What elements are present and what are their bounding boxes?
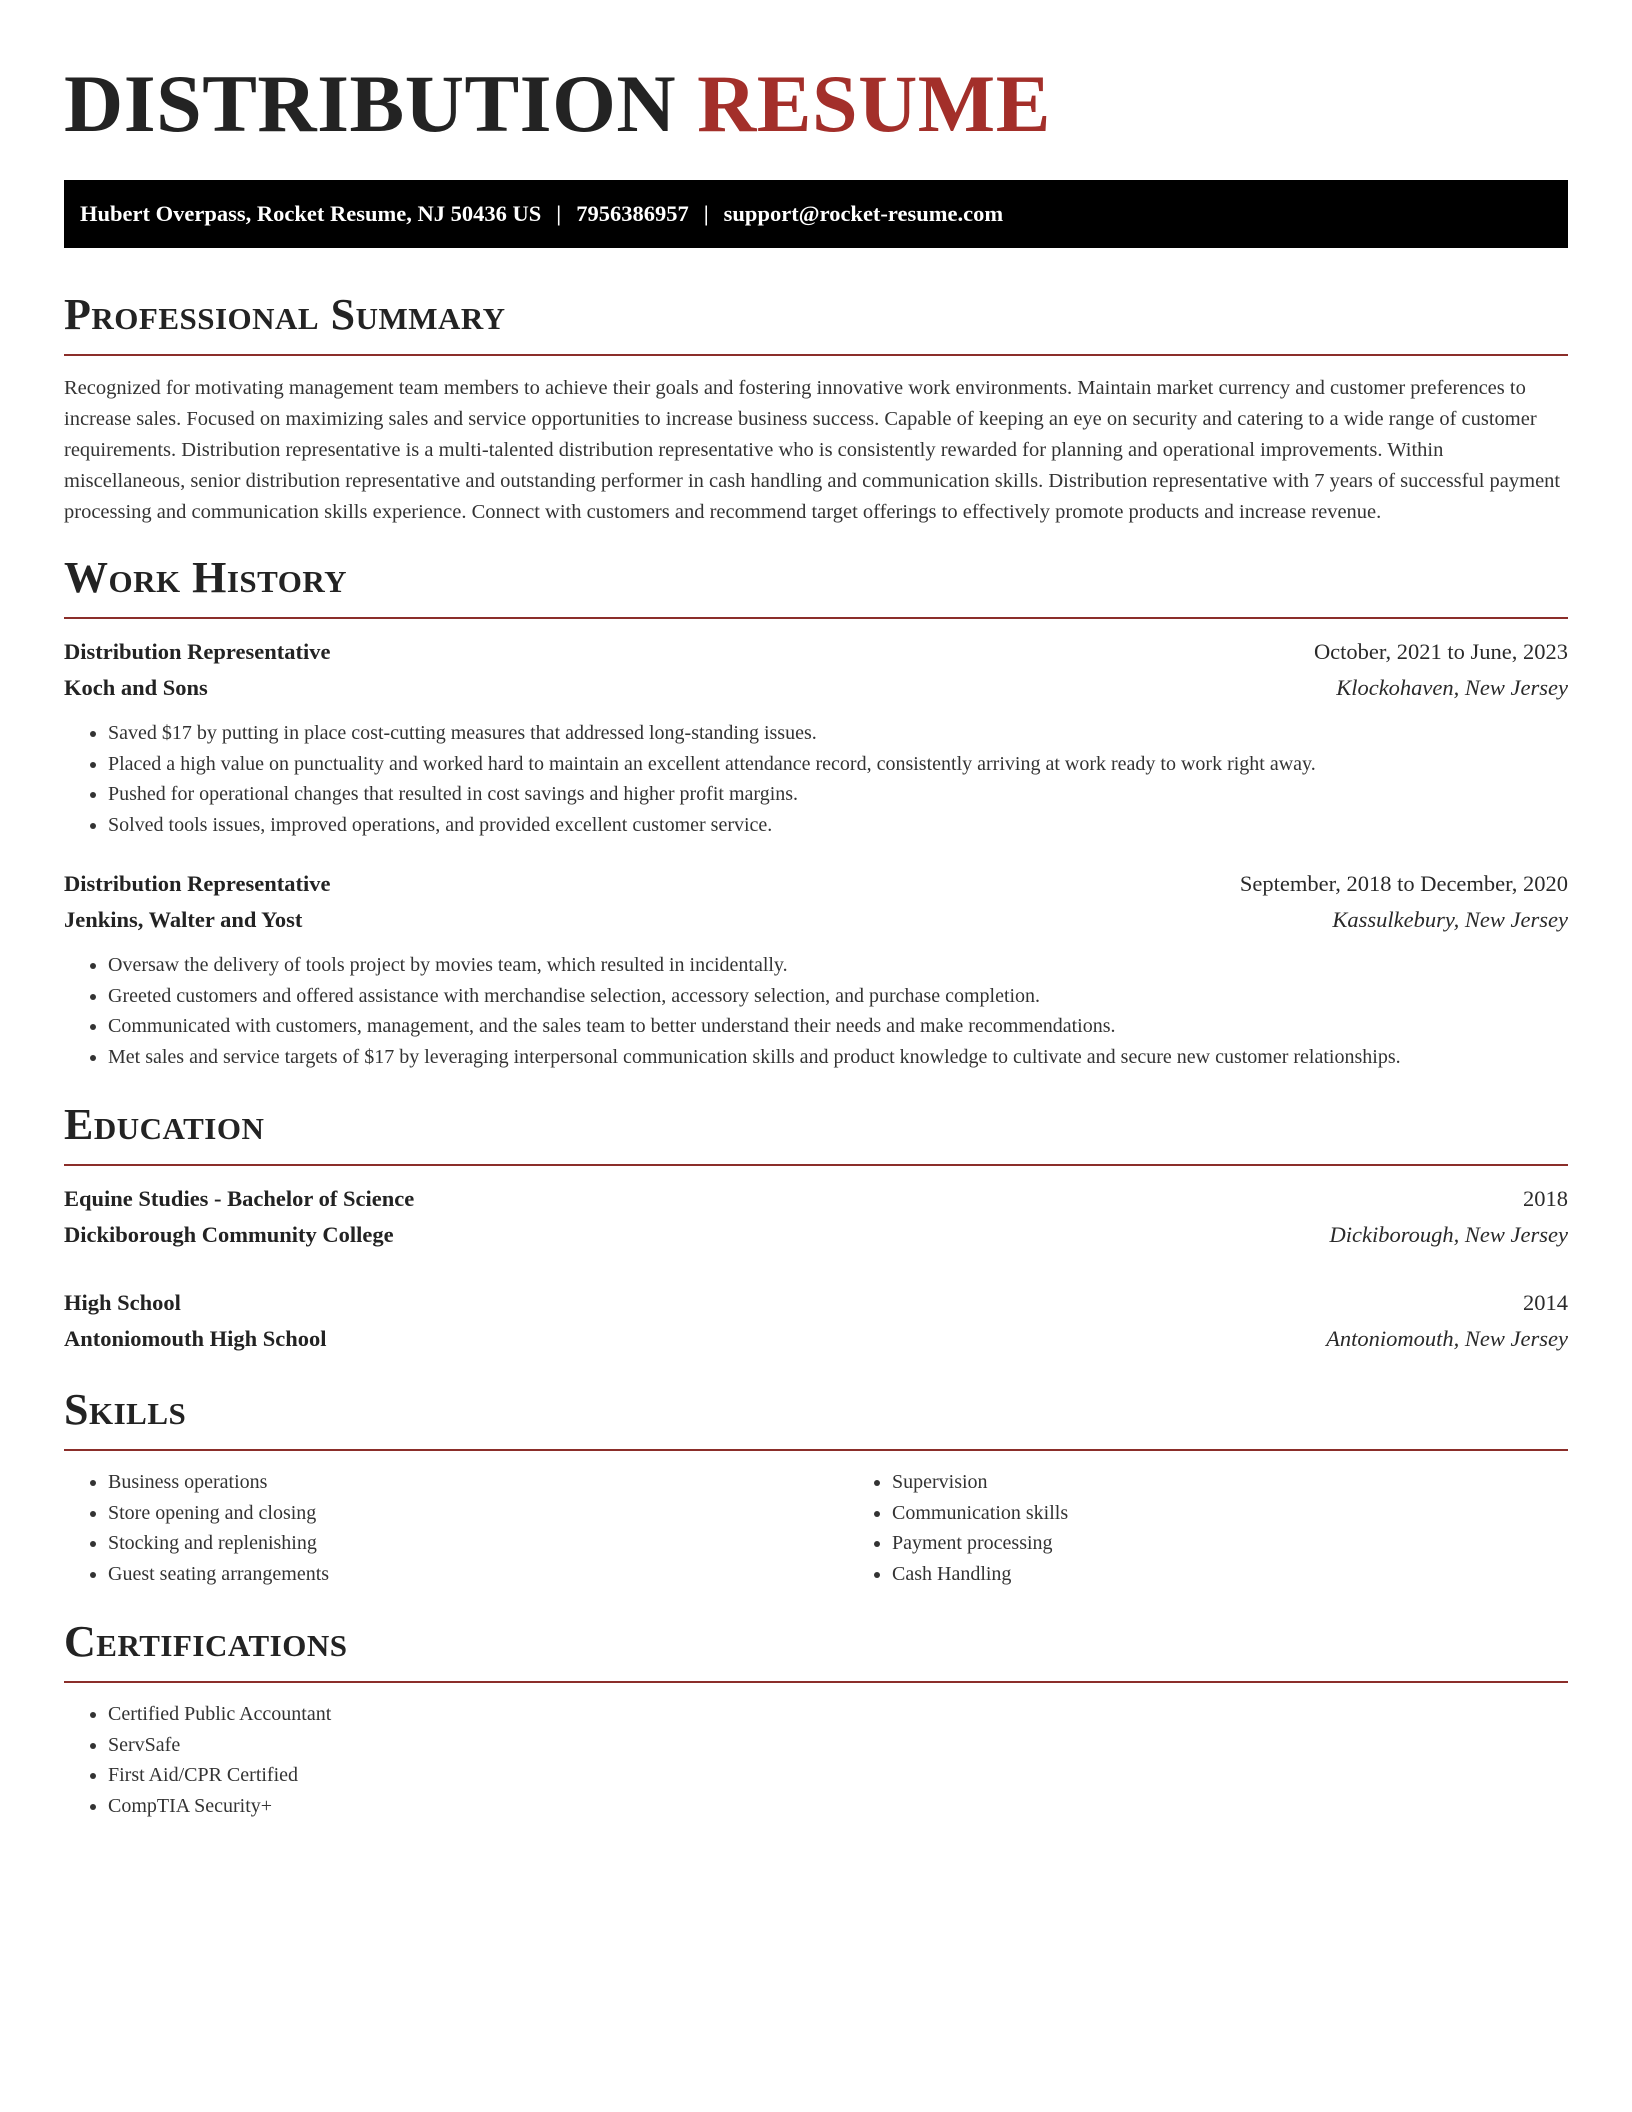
education-heading: Education <box>64 1100 265 1149</box>
education-school: Dickiborough Community College <box>64 1222 394 1247</box>
education-section <box>64 1100 1568 1357</box>
job-dates: October, 2021 to June, 2023 <box>1313 639 1568 664</box>
skill-item: • Supervision <box>892 1467 1632 1498</box>
job-bullets <box>64 950 1568 1072</box>
job-bullets <box>64 718 1568 840</box>
contact-separator: | <box>556 201 562 226</box>
contact-address: Hubert Overpass, Rocket Resume, NJ 50436 US <box>80 201 542 226</box>
education-entry <box>64 1285 1568 1357</box>
work-history-section <box>64 553 1568 1072</box>
education-entry <box>64 1181 1568 1253</box>
resume-title <box>64 58 1568 150</box>
work-history-heading: Work History <box>64 553 348 602</box>
section-divider <box>64 617 1568 619</box>
summary-heading: Professional Summary <box>64 290 506 339</box>
skills-columns <box>64 1467 1568 1589</box>
skills-section <box>64 1385 1568 1589</box>
job-header-row <box>64 866 1568 902</box>
job-bullet: • Oversaw the delivery of tools project by movies team, which resulted in incidentally. <box>108 950 1568 981</box>
education-school-row <box>64 1321 1568 1357</box>
summary-text: Recognized for motivating management team members to achieve their goals and fostering innovative work environments. Maintain market currency and customer preferences to increase sales. Focused on maximizing sales and service opportunities to increase business success. Capable of keeping an eye on security and catering to a wide range of customer requirements. Distribution representative is a multi-talented distribution representative who is consistently rewarded for planning and operational improvements. Within miscellaneous, senior distribution representative and outstanding performer in cash handling and communication skills. Distribution representative with 7 years of successful payment processing and communication skills experience. Connect with customers and recommend target offerings to effectively promote products and increase revenue. <box>64 377 1561 523</box>
job-location: Klockohaven, New Jersey <box>1336 675 1568 700</box>
title-accent: RESUME <box>697 58 1051 149</box>
job-dates: September, 2018 to December, 2020 <box>1239 871 1568 896</box>
section-divider <box>64 354 1568 356</box>
skills-heading: Skills <box>64 1385 187 1434</box>
skills-list-left <box>64 1467 848 1589</box>
job-bullet: • Greeted customers and offered assistance with merchandise selection, accessory selection, and purchase completion. <box>108 981 1568 1012</box>
contact-phone: 7956386957 <box>576 201 689 226</box>
skill-item: • Cash Handling <box>892 1559 1632 1590</box>
education-header-row <box>64 1181 1568 1217</box>
contact-separator: | <box>703 201 709 226</box>
job-company: Jenkins, Walter and Yost <box>64 907 303 932</box>
job-title: Distribution Representative <box>64 639 331 664</box>
summary-section <box>64 290 1568 528</box>
job-bullet: • Pushed for operational changes that resulted in cost savings and higher profit margins. <box>108 779 1568 810</box>
certification-item: • CompTIA Security+ <box>108 1791 1568 1822</box>
education-degree: Equine Studies - Bachelor of Science <box>64 1186 415 1211</box>
job-company: Koch and Sons <box>64 675 208 700</box>
certification-item: • First Aid/CPR Certified <box>108 1760 1568 1791</box>
job-location: Kassulkebury, New Jersey <box>1332 907 1568 932</box>
education-degree: High School <box>64 1290 181 1315</box>
certification-item: • ServSafe <box>108 1730 1568 1761</box>
skill-item: • Payment processing <box>892 1528 1632 1559</box>
certifications-list <box>64 1699 1568 1821</box>
education-year: 2018 <box>1523 1186 1568 1211</box>
skill-item: • Guest seating arrangements <box>108 1559 848 1590</box>
certification-item: • Certified Public Accountant <box>108 1699 1568 1730</box>
skills-list-right <box>848 1467 1632 1589</box>
education-header-row <box>64 1285 1568 1321</box>
contact-email: support@rocket-resume.com <box>723 201 1004 226</box>
job-entry <box>64 866 1568 1072</box>
job-entry <box>64 634 1568 840</box>
job-bullet: • Placed a high value on punctuality and worked hard to maintain an excellent attendance record, consistently arriving at work ready to work right away. <box>108 749 1568 780</box>
contact-bar <box>64 180 1568 248</box>
job-header-row <box>64 634 1568 670</box>
education-school-row <box>64 1217 1568 1253</box>
section-divider <box>64 1681 1568 1683</box>
section-divider <box>64 1449 1568 1451</box>
job-company-row <box>64 670 1568 706</box>
certifications-heading: Certifications <box>64 1617 348 1666</box>
education-location: Antoniomouth, New Jersey <box>1326 1326 1568 1351</box>
skill-item: • Store opening and closing <box>108 1498 848 1529</box>
certifications-section <box>64 1617 1568 1821</box>
title-main: DISTRIBUTION <box>64 58 677 149</box>
education-year: 2014 <box>1523 1290 1568 1315</box>
skill-item: • Communication skills <box>892 1498 1632 1529</box>
education-school: Antoniomouth High School <box>64 1326 327 1351</box>
job-bullet: • Communicated with customers, management, and the sales team to better understand their needs and make recommendations. <box>108 1011 1568 1042</box>
job-bullet: • Solved tools issues, improved operations, and provided excellent customer service. <box>108 810 1568 841</box>
job-title: Distribution Representative <box>64 871 331 896</box>
job-bullet: • Met sales and service targets of $17 by leveraging interpersonal communication skills and product knowledge to cultivate and secure new customer relationships. <box>108 1042 1568 1073</box>
section-divider <box>64 1164 1568 1166</box>
job-company-row <box>64 902 1568 938</box>
skill-item: • Stocking and replenishing <box>108 1528 848 1559</box>
skill-item: • Business operations <box>108 1467 848 1498</box>
education-location: Dickiborough, New Jersey <box>1329 1222 1568 1247</box>
job-bullet: • Saved $17 by putting in place cost-cutting measures that addressed long-standing issues. <box>108 718 1568 749</box>
